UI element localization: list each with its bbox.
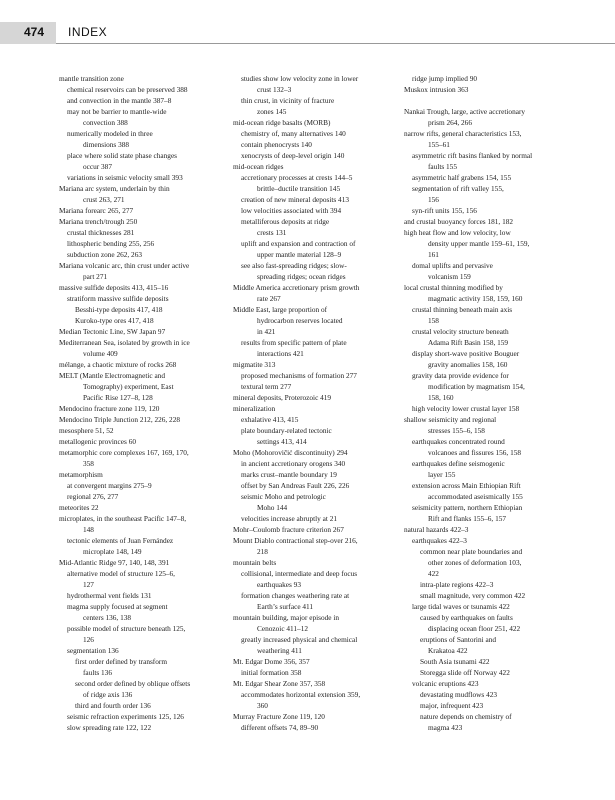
index-entry: ridge jump implied 90 — [412, 74, 478, 83]
index-entry: Rift and flanks 155–6, 157 — [428, 514, 507, 523]
index-entry: mountain belts — [233, 558, 277, 567]
index-entry: at convergent margins 275–9 — [67, 481, 152, 490]
index-entry: and crustal buoyancy forces 181, 182 — [404, 217, 514, 226]
index-entry: 422 — [428, 569, 439, 578]
index-entry: plate boundary-related tectonic — [241, 426, 332, 435]
index-entry: magmatic activity 158, 159, 160 — [428, 294, 523, 303]
index-entry: 155–61 — [428, 140, 450, 149]
index-column-2 — [233, 73, 403, 733]
index-entry: Mt. Edgar Dome 356, 357 — [233, 657, 310, 666]
index-entry: dimensions 388 — [83, 140, 130, 149]
index-entry: microplate 148, 149 — [83, 547, 142, 556]
index-entry: metamorphic core complexes 167, 169, 170, — [59, 448, 189, 457]
index-entry: brittle–ductile transition 145 — [257, 184, 341, 193]
index-entry: mid-ocean ridge basalts (MORB) — [233, 118, 331, 127]
index-entry: Mid-Atlantic Ridge 97, 140, 148, 391 — [59, 558, 170, 567]
index-entry: Median Tectonic Line, SW Japan 97 — [59, 327, 166, 336]
index-column-1 — [59, 73, 229, 733]
page-number: 474 — [24, 25, 45, 39]
index-entry: domal uplifts and pervasive — [412, 261, 493, 270]
index-entry: 158, 160 — [428, 393, 454, 402]
index-entry: hydrocarbon reserves located — [257, 316, 343, 325]
index-entry: mélange, a chaotic mixture of rocks 268 — [59, 360, 177, 369]
index-entry: Mariana trench/trough 250 — [59, 217, 138, 226]
index-entry: seismicity pattern, northern Ethiopian — [412, 503, 523, 512]
index-entry: crustal velocity structure beneath — [412, 327, 509, 336]
index-entry: natural hazards 422–3 — [404, 525, 469, 534]
index-entry: chemistry of, many alternatives 140 — [241, 129, 346, 138]
index-entry: prism 264, 266 — [428, 118, 472, 127]
index-entry: subduction zone 262, 263 — [67, 250, 142, 259]
index-entry: and convection in the mantle 387–8 — [67, 96, 172, 105]
index-entry: devastating mudflows 423 — [420, 690, 498, 699]
index-entry: earthquakes define seismogenic — [412, 459, 505, 468]
index-entry: shallow seismicity and regional — [404, 415, 497, 424]
index-entry: uplift and expansion and contraction of — [241, 239, 356, 248]
index-entry: common near plate boundaries and — [420, 547, 523, 556]
index-entry: may not be barrier to mantle-wide — [67, 107, 167, 116]
index-entry: Cenozoic 411–12 — [257, 624, 308, 633]
index-entry: earthquakes concentrated round — [412, 437, 505, 446]
index-column-3 — [404, 73, 576, 733]
index-entry: zones 145 — [257, 107, 287, 116]
index-entry: high velocity lower crustal layer 158 — [412, 404, 520, 413]
index-entry: spreading ridges; ocean ridges — [257, 272, 346, 281]
index-entry: 218 — [257, 547, 268, 556]
index-entry: crust 132–3 — [257, 85, 292, 94]
index-entry: thin crust, in vicinity of fracture — [241, 96, 335, 105]
index-entry: eruptions of Santorini and — [420, 635, 496, 644]
index-entry: mineral deposits, Proterozoic 419 — [233, 393, 332, 402]
index-entry: settings 413, 414 — [257, 437, 307, 446]
index-entry: South Asia tsunami 422 — [420, 657, 490, 666]
index-entry: Kuroko-type ores 417, 418 — [75, 316, 154, 325]
index-entry: alternative model of structure 125–6, — [67, 569, 175, 578]
index-entry: first order defined by transform — [75, 657, 167, 666]
index-entry: segmentation of rift valley 155, — [412, 184, 504, 193]
index-entry: massive sulfide deposits 413, 415–16 — [59, 283, 169, 292]
index-entry: mesosphere 51, 52 — [59, 426, 114, 435]
index-entry: earthquakes 93 — [257, 580, 301, 589]
index-entry: stratiform massive sulfide deposits — [67, 294, 169, 303]
index-entry: Storegga slide off Norway 422 — [420, 668, 510, 677]
index-entry: marks crust–mantle boundary 19 — [241, 470, 337, 479]
index-entry: upper mantle material 128–9 — [257, 250, 342, 259]
index-entry: stresses 155–6, 158 — [428, 426, 485, 435]
index-entry: Mediterranean Sea, isolated by growth in ice — [59, 338, 190, 347]
index-entry: low velocities associated with 394 — [241, 206, 342, 215]
index-entry — [404, 95, 576, 106]
index-entry: Mariana volcanic arc, thin crust under active — [59, 261, 190, 270]
index-entry: Mt. Edgar Shear Zone 357, 358 — [233, 679, 326, 688]
running-head: INDEX — [68, 25, 108, 39]
index-entry: density upper mantle 159–61, 159, — [428, 239, 530, 248]
index-entry: microplates, in the southeast Pacific 147–8, — [59, 514, 187, 523]
index-entry: of ridge axis 136 — [83, 690, 133, 699]
index-entry: extension across Main Ethiopian Rift — [412, 481, 521, 490]
index-entry: display short-wave positive Bouguer — [412, 349, 520, 358]
index-entry: interactions 421 — [257, 349, 304, 358]
index-entry: mantle transition zone — [59, 74, 124, 83]
index-entry: mountain building, major episode in — [233, 613, 339, 622]
index-entry: greatly increased physical and chemical — [241, 635, 358, 644]
index-entry: migmatite 313 — [233, 360, 276, 369]
index-entry: Krakatoa 422 — [428, 646, 468, 655]
index-entry: Middle East, large proportion of — [233, 305, 328, 314]
index-entry: crests 131 — [257, 228, 287, 237]
index-entry: centers 136, 138 — [83, 613, 132, 622]
index-entry: gravity anomalies 158, 160 — [428, 360, 508, 369]
index-entry: Mount Diablo contractional step-over 216, — [233, 536, 358, 545]
index-entry: rate 267 — [257, 294, 281, 303]
index-entry: local crustal thinning modified by — [404, 283, 503, 292]
index-entry: Tomography) experiment, East — [83, 382, 174, 391]
index-entry: in 421 — [257, 327, 276, 336]
index-entry: Murray Fracture Zone 119, 120 — [233, 712, 325, 721]
index-entry: mineralization — [233, 404, 276, 413]
index-entry: 360 — [257, 701, 268, 710]
index-entry: Mariana forearc 265, 277 — [59, 206, 134, 215]
index-entry: 127 — [83, 580, 94, 589]
index-entry: earthquakes 422–3 — [412, 536, 467, 545]
index-entry: Besshi-type deposits 417, 418 — [75, 305, 163, 314]
page-header — [0, 22, 615, 44]
index-entry: lithospheric bending 255, 256 — [67, 239, 155, 248]
index-entry: slow spreading rate 122, 122 — [67, 723, 152, 732]
index-entry: see also fast-spreading ridges; slow- — [241, 261, 347, 270]
index-entry: volcanic eruptions 423 — [412, 679, 479, 688]
index-entry: seismic refraction experiments 125, 126 — [67, 712, 184, 721]
index-entry: Pacific Rise 127–8, 128 — [83, 393, 153, 402]
index-entry: Mendocino fracture zone 119, 120 — [59, 404, 160, 413]
index-entry: third and fourth order 136 — [75, 701, 151, 710]
index-entry: offset by San Andreas Fault 226, 226 — [241, 481, 350, 490]
index-entry: convection 388 — [83, 118, 128, 127]
index-entry: major, infrequent 423 — [420, 701, 484, 710]
index-entry: faults 155 — [428, 162, 457, 171]
index-entry: nature depends on chemistry of — [420, 712, 512, 721]
index-entry: crust 263, 271 — [83, 195, 125, 204]
index-entry: numerically modeled in three — [67, 129, 153, 138]
index-entry: Middle America accretionary prism growth — [233, 283, 360, 292]
index-entry: 126 — [83, 635, 94, 644]
index-entry: Mendocino Triple Junction 212, 226, 228 — [59, 415, 181, 424]
index-entry: magma supply focused at segment — [67, 602, 168, 611]
index-entry: large tidal waves or tsunamis 422 — [412, 602, 510, 611]
index-entry: displacing ocean floor 251, 422 — [428, 624, 521, 633]
index-entry: studies show low velocity zone in lower — [241, 74, 359, 83]
index-entry: other zones of deformation 103, — [428, 558, 522, 567]
index-entry: chemical reservoirs can be preserved 388 — [67, 85, 188, 94]
index-entry: asymmetric rift basins flanked by normal — [412, 151, 533, 160]
index-entry: mid-ocean ridges — [233, 162, 284, 171]
index-entry: regional 276, 277 — [67, 492, 119, 501]
index-entry: meteorites 22 — [59, 503, 99, 512]
index-entry: Mariana arc system, underlain by thin — [59, 184, 170, 193]
index-entry: initial formation 358 — [241, 668, 302, 677]
index-entry: layer 155 — [428, 470, 456, 479]
index-entry: asymmetric half grabens 154, 155 — [412, 173, 512, 182]
index-entry: second order defined by oblique offsets — [75, 679, 191, 688]
index-entry: collisional, intermediate and deep focus — [241, 569, 358, 578]
index-entry: hydrothermal vent fields 131 — [67, 591, 152, 600]
index-entry: Mohr–Coulomb fracture criterion 267 — [233, 525, 344, 534]
index-entry: possible model of structure beneath 125, — [67, 624, 186, 633]
index-entry: Adama Rift Basin 158, 159 — [428, 338, 509, 347]
index-entry: accommodated aseismically 155 — [428, 492, 523, 501]
index-entry: velocities increase abruptly at 21 — [241, 514, 338, 523]
index-entry: syn-rift units 155, 156 — [412, 206, 477, 215]
index-entry: tectonic elements of Juan Fernández — [67, 536, 174, 545]
index-entry: 156 — [428, 195, 439, 204]
index-entry: crustal thinning beneath main axis — [412, 305, 513, 314]
index-entry: 161 — [428, 250, 439, 259]
index-entry: volume 409 — [83, 349, 118, 358]
index-entry: intra-plate regions 422–3 — [420, 580, 494, 589]
index-entry: creation of new mineral deposits 413 — [241, 195, 350, 204]
index-entry: 148 — [83, 525, 94, 534]
index-entry: in ancient accretionary orogens 340 — [241, 459, 346, 468]
index-entry: gravity data provide evidence for — [412, 371, 509, 380]
index-entry: xenocrysts of deep-level origin 140 — [241, 151, 345, 160]
index-entry: narrow rifts, general characteristics 153, — [404, 129, 522, 138]
index-entry: variations in seismic velocity small 393 — [67, 173, 183, 182]
index-entry: textural term 277 — [241, 382, 292, 391]
index-entry: seismic Moho and petrologic — [241, 492, 326, 501]
index-entry: segmentation 136 — [67, 646, 119, 655]
index-entry: occur 387 — [83, 162, 112, 171]
index-entry: results from specific pattern of plate — [241, 338, 347, 347]
index-entry: MELT (Mantle Electromagnetic and — [59, 371, 165, 380]
index-entry: crustal thicknesses 281 — [67, 228, 135, 237]
index-entry: volcanoes and fissures 156, 158 — [428, 448, 522, 457]
page-number-box — [0, 22, 56, 44]
index-entry: different offsets 74, 89–90 — [241, 723, 319, 732]
header-rule — [56, 43, 615, 44]
index-entry: magma 423 — [428, 723, 463, 732]
index-entry: modification by magmatism 154, — [428, 382, 525, 391]
index-entry: caused by earthquakes on faults — [420, 613, 513, 622]
index-entry: accommodates horizontal extension 359, — [241, 690, 361, 699]
index-entry: 358 — [83, 459, 94, 468]
index-entry: place where solid state phase changes — [67, 151, 178, 160]
index-entry: small magnitude, very common 422 — [420, 591, 526, 600]
index-entry: Moho (Mohorovičić discontinuity) 294 — [233, 448, 348, 457]
index-entry: Muskox intrusion 363 — [404, 85, 469, 94]
index-entry: Moho 144 — [257, 503, 288, 512]
index-entry: metamorphism — [59, 470, 103, 479]
index-entry: accretionary processes at crests 144–5 — [241, 173, 353, 182]
index-entry: part 271 — [83, 272, 108, 281]
index-entry: volcanism 159 — [428, 272, 471, 281]
index-entry: Nankai Trough, large, active accretionary — [404, 107, 526, 116]
index-entry: proposed mechanisms of formation 277 — [241, 371, 357, 380]
index-entry: Earth’s surface 411 — [257, 602, 314, 611]
index-entry: contain phenocrysts 140 — [241, 140, 312, 149]
index-entry: weathering 411 — [257, 646, 302, 655]
index-entry: metallogenic provinces 60 — [59, 437, 136, 446]
index-entry: 158 — [428, 316, 439, 325]
index-entry: exhalative 413, 415 — [241, 415, 299, 424]
index-entry: metalliferous deposits at ridge — [241, 217, 330, 226]
index-entry: high heat flow and low velocity, low — [404, 228, 511, 237]
index-entry: faults 136 — [83, 668, 112, 677]
index-entry: formation changes weathering rate at — [241, 591, 350, 600]
